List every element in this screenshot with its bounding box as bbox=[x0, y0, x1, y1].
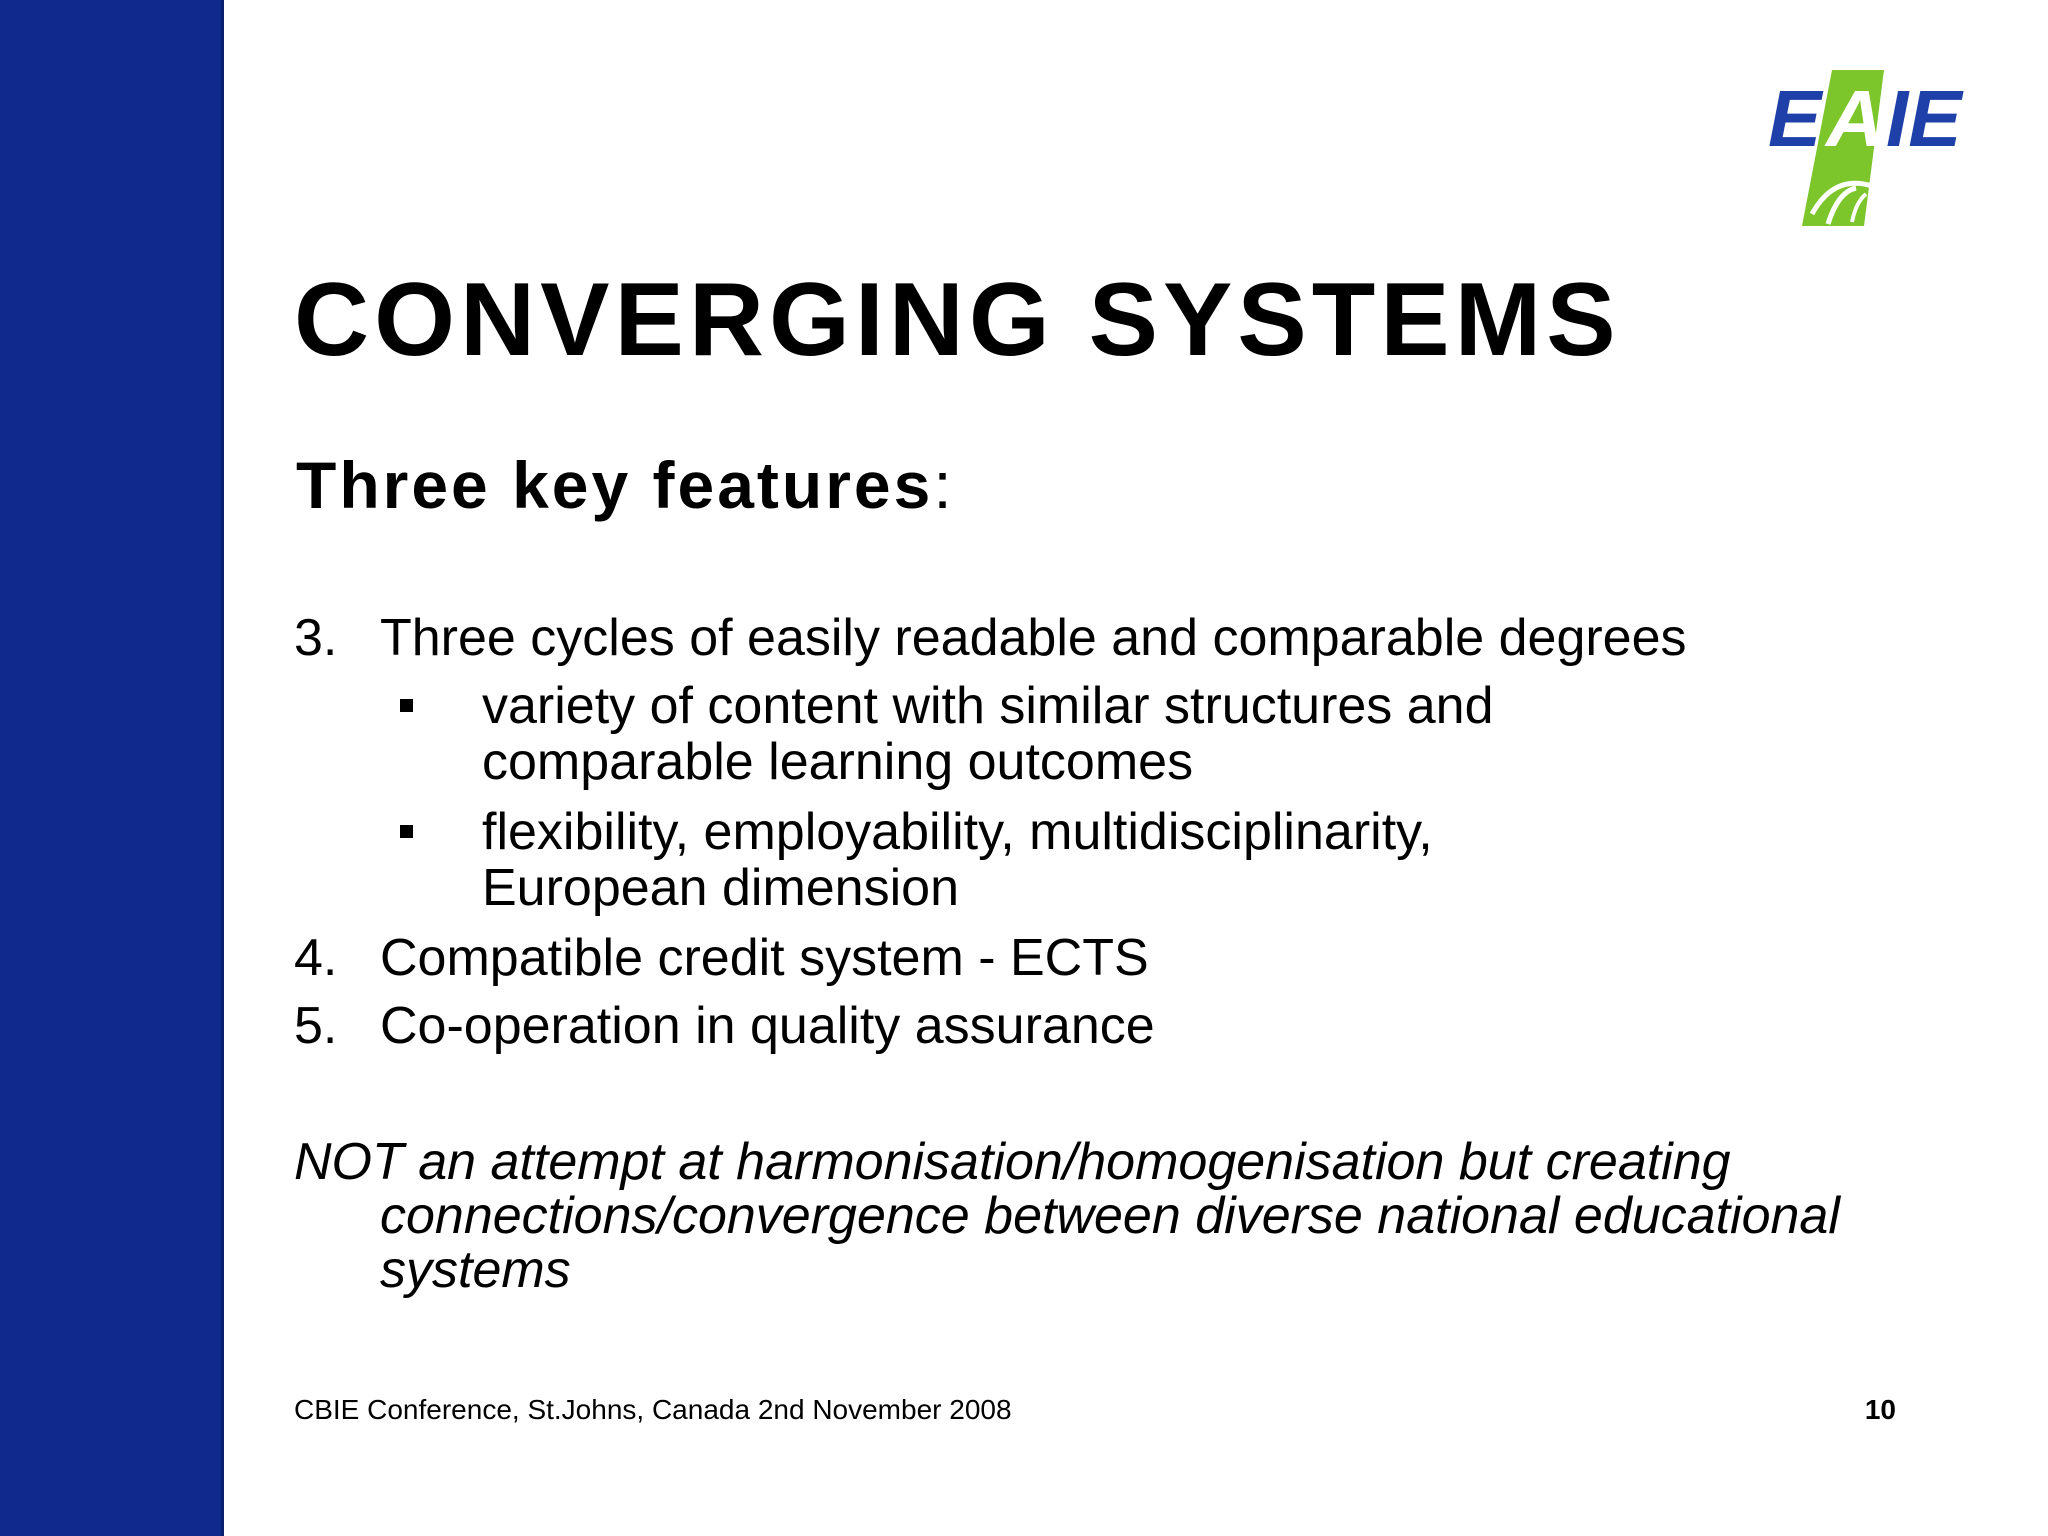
logo-letters-ie: IE bbox=[1886, 74, 1962, 163]
slide-subtitle bbox=[296, 448, 955, 522]
list-item-text: Three cycles of easily readable and comparable degrees bbox=[380, 609, 1687, 667]
list-item-number: 5. bbox=[294, 997, 338, 1055]
eaie-logo-graphic bbox=[1768, 64, 1980, 234]
page-number: 10 bbox=[1864, 1394, 1896, 1425]
feature-list bbox=[294, 610, 1914, 1066]
subtitle-colon: : bbox=[933, 448, 955, 522]
sub-bullet-text: flexibility, employability, multidisciplinarity, European dimension bbox=[482, 803, 1433, 917]
sub-bullet-text: variety of content with similar structures and comparable learning outcomes bbox=[482, 677, 1494, 791]
list-item-number: 4. bbox=[294, 929, 338, 987]
list-item bbox=[294, 998, 1914, 1054]
list-item-number: 3. bbox=[294, 609, 338, 667]
list-item-text: Co-operation in quality assurance bbox=[380, 997, 1155, 1055]
eaie-logo bbox=[1768, 64, 1980, 234]
list-item bbox=[294, 930, 1914, 986]
logo-letter-e: E bbox=[1768, 74, 1822, 163]
note-text: NOT an attempt at harmonisation/homogenisation but creating connections/convergence between diverse national educational systems bbox=[294, 1133, 1840, 1299]
bullet-square-icon bbox=[400, 678, 482, 790]
list-item-text: Compatible credit system - ECTS bbox=[380, 929, 1149, 987]
sidebar-band bbox=[0, 0, 224, 1536]
sub-bullet bbox=[400, 804, 1914, 916]
slide-title: CONVERGING SYSTEMS bbox=[294, 262, 1621, 378]
list-item bbox=[294, 610, 1914, 666]
footer-text: CBIE Conference, St.Johns, Canada 2nd November 2008 bbox=[294, 1394, 1012, 1425]
logo-letter-a: A bbox=[1826, 74, 1884, 163]
sub-bullet bbox=[400, 678, 1914, 790]
subtitle-text: Three key features bbox=[296, 448, 934, 522]
bullet-square-icon bbox=[400, 804, 482, 916]
